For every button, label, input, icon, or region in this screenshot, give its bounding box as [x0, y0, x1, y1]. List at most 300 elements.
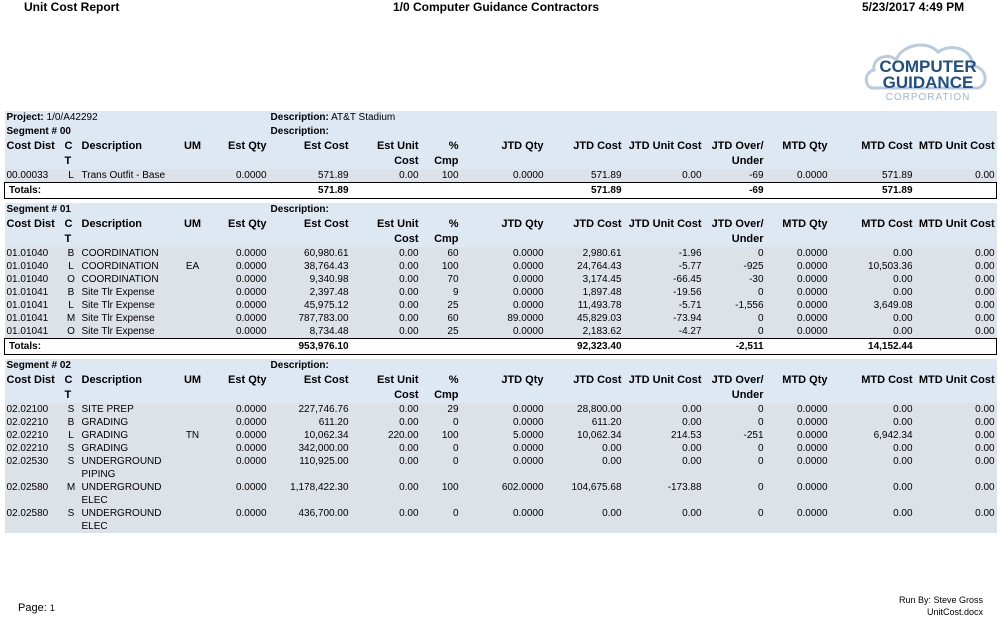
table-cell: 5.0000: [461, 429, 546, 442]
table-cell: 0.0000: [461, 299, 546, 312]
totals-empty: [766, 339, 830, 355]
table-cell: [172, 416, 214, 429]
table-cell: 60,980.61: [269, 247, 351, 260]
table-cell: 0: [421, 455, 461, 481]
table-row: [5, 299, 997, 312]
table-cell: 0.00: [351, 481, 421, 507]
table-cell: 70: [421, 273, 461, 286]
table-cell: 00.00033: [5, 169, 63, 183]
table-cell: 2,397.48: [269, 286, 351, 299]
table-cell: 0.00: [624, 416, 704, 429]
table-cell: 0.00: [915, 273, 997, 286]
table-cell: 0.00: [830, 442, 915, 455]
report-table: [4, 111, 997, 533]
table-cell: GRADING: [80, 429, 172, 442]
table-cell: Trans Outfit - Base: [80, 169, 172, 183]
table-cell: 24,764.43: [546, 260, 624, 273]
table-row: [5, 416, 997, 429]
table-cell: [172, 403, 214, 416]
column-header: MTD Cost: [830, 217, 915, 247]
table-cell: 0.0000: [766, 169, 830, 183]
table-cell: 0: [704, 416, 766, 429]
table-cell: 0.00: [830, 507, 915, 533]
table-cell: 8,734.48: [269, 325, 351, 339]
table-cell: 0.0000: [214, 442, 269, 455]
table-cell: 0.0000: [461, 403, 546, 416]
table-cell: [172, 455, 214, 481]
table-cell: 0.00: [915, 481, 997, 507]
table-cell: 0.00: [915, 507, 997, 533]
table-cell: COORDINATION: [80, 273, 172, 286]
table-cell: 02.02210: [5, 442, 63, 455]
table-cell: 02.02580: [5, 507, 63, 533]
table-cell: 571.89: [546, 169, 624, 183]
table-row: [5, 442, 997, 455]
table-cell: 0: [704, 442, 766, 455]
table-cell: 10,062.34: [269, 429, 351, 442]
table-cell: 0.00: [915, 286, 997, 299]
segment-label: Segment # 01: [5, 203, 269, 217]
table-cell: 220.00: [351, 429, 421, 442]
table-cell: 0.0000: [214, 403, 269, 416]
table-cell: B: [63, 247, 80, 260]
table-cell: 0.00: [351, 299, 421, 312]
segment-row: [5, 125, 997, 139]
column-header: C T: [63, 217, 80, 247]
column-header: Est Qty: [214, 373, 269, 403]
table-cell: UNDERGROUND ELEC: [80, 507, 172, 533]
table-cell: -251: [704, 429, 766, 442]
table-cell: 0.0000: [766, 403, 830, 416]
table-cell: 0.00: [915, 403, 997, 416]
totals-over-under: -2,511: [704, 339, 766, 355]
table-cell: 28,800.00: [546, 403, 624, 416]
table-cell: 0.0000: [214, 481, 269, 507]
table-cell: 0.00: [351, 260, 421, 273]
table-cell: [172, 507, 214, 533]
table-cell: 0.0000: [766, 247, 830, 260]
table-cell: 0.0000: [766, 507, 830, 533]
column-header: JTD Qty: [461, 373, 546, 403]
table-cell: 0: [704, 247, 766, 260]
table-cell: [172, 312, 214, 325]
table-cell: 0.0000: [214, 247, 269, 260]
table-cell: M: [63, 481, 80, 507]
column-header: MTD Unit Cost: [915, 217, 997, 247]
table-cell: 0.0000: [766, 299, 830, 312]
table-cell: 0.0000: [214, 273, 269, 286]
table-cell: 0.00: [351, 403, 421, 416]
table-cell: 214.53: [624, 429, 704, 442]
table-cell: 0.0000: [766, 286, 830, 299]
column-header: C T: [63, 139, 80, 169]
table-cell: 0.00: [830, 273, 915, 286]
column-header: JTD Unit Cost: [624, 217, 704, 247]
totals-empty: [461, 183, 546, 199]
table-cell: 602.0000: [461, 481, 546, 507]
table-row: [5, 247, 997, 260]
column-header: JTD Qty: [461, 139, 546, 169]
table-cell: TN: [172, 429, 214, 442]
table-cell: S: [63, 403, 80, 416]
segment-label: Segment # 00: [5, 125, 269, 139]
table-cell: 0: [704, 312, 766, 325]
table-cell: O: [63, 273, 80, 286]
table-cell: 342,000.00: [269, 442, 351, 455]
table-cell: 0.00: [351, 169, 421, 183]
table-cell: 0: [704, 455, 766, 481]
table-row: [5, 273, 997, 286]
table-cell: 10,503.36: [830, 260, 915, 273]
table-row: [5, 403, 997, 416]
table-cell: 611.20: [546, 416, 624, 429]
table-cell: [172, 273, 214, 286]
table-cell: 01.01041: [5, 312, 63, 325]
table-cell: [172, 286, 214, 299]
table-cell: 0.00: [624, 169, 704, 183]
table-cell: 0.00: [915, 260, 997, 273]
totals-empty: [461, 339, 546, 355]
table-cell: COORDINATION: [80, 260, 172, 273]
table-cell: 0.0000: [766, 429, 830, 442]
table-cell: 0.0000: [214, 299, 269, 312]
table-cell: -66.45: [624, 273, 704, 286]
table-cell: -4.27: [624, 325, 704, 339]
column-header: MTD Unit Cost: [915, 139, 997, 169]
table-cell: B: [63, 286, 80, 299]
table-cell: 0.0000: [766, 273, 830, 286]
table-cell: 0.0000: [214, 325, 269, 339]
table-cell: 02.02210: [5, 429, 63, 442]
segment-desc-label: Description:: [269, 359, 997, 373]
table-cell: L: [63, 429, 80, 442]
table-cell: 0: [421, 416, 461, 429]
table-cell: -1.96: [624, 247, 704, 260]
totals-empty: [915, 183, 997, 199]
table-cell: 0.0000: [766, 325, 830, 339]
table-cell: 0.00: [351, 507, 421, 533]
table-cell: [172, 247, 214, 260]
totals-mtd-cost: 14,152.44: [830, 339, 915, 355]
table-cell: 0.00: [915, 312, 997, 325]
column-header: UM: [172, 373, 214, 403]
table-cell: 0.00: [915, 442, 997, 455]
column-header: JTD Qty: [461, 217, 546, 247]
totals-empty: [766, 183, 830, 199]
table-cell: [172, 442, 214, 455]
table-cell: UNDERGROUND PIPING: [80, 455, 172, 481]
table-cell: UNDERGROUND ELEC: [80, 481, 172, 507]
project-cell: [5, 111, 269, 125]
table-cell: GRADING: [80, 442, 172, 455]
table-cell: -925: [704, 260, 766, 273]
table-cell: 0.00: [830, 247, 915, 260]
table-cell: 45,829.03: [546, 312, 624, 325]
table-cell: 0.0000: [461, 286, 546, 299]
table-cell: 10,062.34: [546, 429, 624, 442]
table-cell: 0.0000: [214, 260, 269, 273]
table-cell: 611.20: [269, 416, 351, 429]
table-cell: 0.00: [915, 325, 997, 339]
table-row: [5, 169, 997, 183]
table-cell: M: [63, 312, 80, 325]
logo-line1: COMPUTER: [879, 57, 977, 76]
table-cell: 02.02530: [5, 455, 63, 481]
table-cell: 89.0000: [461, 312, 546, 325]
table-cell: [172, 481, 214, 507]
column-header: JTD Over/ Under: [704, 217, 766, 247]
table-cell: 0.00: [915, 299, 997, 312]
table-cell: 571.89: [830, 169, 915, 183]
table-row: [5, 455, 997, 481]
table-cell: SITE PREP: [80, 403, 172, 416]
table-cell: Site Tlr Expense: [80, 299, 172, 312]
table-cell: 60: [421, 247, 461, 260]
table-cell: 9: [421, 286, 461, 299]
table-cell: 0.0000: [461, 247, 546, 260]
table-row: [5, 325, 997, 339]
column-header: MTD Cost: [830, 373, 915, 403]
totals-empty: [915, 339, 997, 355]
table-cell: 02.02580: [5, 481, 63, 507]
table-cell: 60: [421, 312, 461, 325]
project-desc-cell: [269, 111, 997, 125]
table-cell: 0: [704, 403, 766, 416]
table-cell: 0: [421, 442, 461, 455]
company-name: 1/0 Computer Guidance Contractors: [393, 0, 600, 14]
table-cell: 0.00: [546, 455, 624, 481]
table-cell: 0.00: [351, 455, 421, 481]
table-cell: 0.00: [546, 442, 624, 455]
table-cell: 0.00: [624, 442, 704, 455]
segment-label: Segment # 02: [5, 359, 269, 373]
segment-desc-label: Description:: [269, 203, 997, 217]
table-cell: 0: [421, 507, 461, 533]
page-label: Page:: [18, 602, 47, 614]
table-cell: 0.0000: [214, 416, 269, 429]
project-desc-value: AT&T Stadium: [331, 112, 396, 123]
table-cell: 0.00: [351, 286, 421, 299]
project-row: [5, 111, 997, 125]
column-header-row: [5, 217, 997, 247]
column-header: Est Cost: [269, 217, 351, 247]
column-header: Est Qty: [214, 139, 269, 169]
table-cell: 436,700.00: [269, 507, 351, 533]
column-header: Est Qty: [214, 217, 269, 247]
totals-label: Totals:: [5, 339, 269, 355]
totals-label: Totals:: [5, 183, 269, 199]
table-cell: 0.00: [830, 312, 915, 325]
totals-over-under: -69: [704, 183, 766, 199]
column-header: UM: [172, 139, 214, 169]
totals-est-cost: 953,976.10: [269, 339, 351, 355]
column-header: MTD Qty: [766, 217, 830, 247]
table-cell: 01.01040: [5, 260, 63, 273]
table-row: [5, 312, 997, 325]
table-cell: -173.88: [624, 481, 704, 507]
table-cell: 6,942.34: [830, 429, 915, 442]
table-cell: 0.00: [351, 325, 421, 339]
column-header-row: [5, 139, 997, 169]
report-title: Unit Cost Report: [24, 0, 120, 14]
column-header: Cost Dist: [5, 139, 63, 169]
table-cell: 0: [704, 481, 766, 507]
table-cell: 0.00: [915, 429, 997, 442]
table-cell: 0.00: [830, 416, 915, 429]
file-name: UnitCost.docx: [926, 607, 983, 617]
table-cell: 100: [421, 481, 461, 507]
table-cell: 0.0000: [461, 442, 546, 455]
column-header: Est Cost: [269, 139, 351, 169]
table-cell: 0.00: [830, 325, 915, 339]
table-cell: 25: [421, 299, 461, 312]
column-header: Description: [80, 373, 172, 403]
column-header: JTD Cost: [546, 373, 624, 403]
table-cell: 0.0000: [766, 455, 830, 481]
table-cell: 01.01040: [5, 273, 63, 286]
column-header: MTD Qty: [766, 139, 830, 169]
table-cell: 0.0000: [214, 312, 269, 325]
table-cell: EA: [172, 260, 214, 273]
table-cell: B: [63, 416, 80, 429]
table-cell: 25: [421, 325, 461, 339]
table-cell: 3,174.45: [546, 273, 624, 286]
column-header: % Cmp: [421, 373, 461, 403]
table-cell: 45,975.12: [269, 299, 351, 312]
table-cell: 100: [421, 169, 461, 183]
segment-row: [5, 203, 997, 217]
table-cell: S: [63, 455, 80, 481]
column-header: Est Cost: [269, 373, 351, 403]
table-cell: 1,897.48: [546, 286, 624, 299]
column-header: UM: [172, 217, 214, 247]
table-cell: 0.0000: [461, 273, 546, 286]
column-header: Est Unit Cost: [351, 373, 421, 403]
table-cell: 01.01040: [5, 247, 63, 260]
table-cell: 0: [704, 507, 766, 533]
table-cell: 0.00: [830, 403, 915, 416]
column-header: % Cmp: [421, 217, 461, 247]
table-cell: 9,340.98: [269, 273, 351, 286]
table-row: [5, 286, 997, 299]
page-indicator: [18, 602, 55, 614]
table-cell: [172, 299, 214, 312]
column-header: JTD Over/ Under: [704, 139, 766, 169]
table-cell: L: [63, 299, 80, 312]
table-cell: 0.0000: [214, 507, 269, 533]
table-cell: 571.89: [269, 169, 351, 183]
page-number: 1: [49, 603, 55, 613]
table-cell: S: [63, 507, 80, 533]
column-header-row: [5, 373, 997, 403]
table-cell: 0.0000: [461, 260, 546, 273]
totals-row: [5, 339, 997, 355]
column-header: MTD Cost: [830, 139, 915, 169]
table-row: [5, 507, 997, 533]
column-header: % Cmp: [421, 139, 461, 169]
table-cell: 0.0000: [766, 416, 830, 429]
table-cell: 0.0000: [461, 325, 546, 339]
table-cell: 0.00: [915, 169, 997, 183]
table-cell: 0.0000: [766, 442, 830, 455]
table-cell: -1,556: [704, 299, 766, 312]
table-row: [5, 429, 997, 442]
table-row: [5, 260, 997, 273]
table-cell: 0.00: [915, 455, 997, 481]
table-cell: 1,178,422.30: [269, 481, 351, 507]
totals-empty: [421, 183, 461, 199]
table-cell: 2,183.62: [546, 325, 624, 339]
column-header: Description: [80, 217, 172, 247]
column-header: Est Unit Cost: [351, 217, 421, 247]
logo-line2: GUIDANCE: [882, 73, 974, 92]
table-cell: 0.0000: [766, 481, 830, 507]
table-cell: 02.02210: [5, 416, 63, 429]
table-cell: 227,746.76: [269, 403, 351, 416]
project-desc-label: Description:: [270, 112, 329, 123]
table-cell: COORDINATION: [80, 247, 172, 260]
project-label: Project:: [6, 112, 44, 123]
table-cell: 104,675.68: [546, 481, 624, 507]
table-cell: 787,783.00: [269, 312, 351, 325]
table-cell: 0.00: [351, 312, 421, 325]
column-header: MTD Qty: [766, 373, 830, 403]
table-cell: 0.00: [351, 442, 421, 455]
column-header: Description: [80, 139, 172, 169]
table-cell: L: [63, 169, 80, 183]
unit-cost-report: [4, 111, 996, 533]
column-header: JTD Over/ Under: [704, 373, 766, 403]
table-cell: GRADING: [80, 416, 172, 429]
segment-desc-label: Description:: [269, 125, 997, 139]
table-cell: [172, 325, 214, 339]
table-cell: Site Tlr Expense: [80, 325, 172, 339]
company-logo: [862, 36, 992, 106]
table-cell: 0.0000: [766, 312, 830, 325]
table-cell: O: [63, 325, 80, 339]
table-cell: 01.01041: [5, 325, 63, 339]
totals-empty: [351, 183, 421, 199]
table-cell: 0.0000: [214, 169, 269, 183]
table-cell: 100: [421, 429, 461, 442]
segment-row: [5, 359, 997, 373]
column-header: JTD Unit Cost: [624, 139, 704, 169]
column-header: Cost Dist: [5, 217, 63, 247]
run-by: Run By: Steve Gross: [898, 595, 983, 605]
table-cell: 0: [704, 325, 766, 339]
table-cell: 01.01041: [5, 286, 63, 299]
project-value: 1/0/A42292: [46, 112, 98, 123]
table-cell: 0.0000: [461, 416, 546, 429]
table-cell: 0.00: [830, 286, 915, 299]
table-cell: Site Tlr Expense: [80, 286, 172, 299]
table-cell: -30: [704, 273, 766, 286]
column-header: Est Unit Cost: [351, 139, 421, 169]
table-cell: 11,493.78: [546, 299, 624, 312]
table-cell: [172, 169, 214, 183]
column-header: Cost Dist: [5, 373, 63, 403]
table-row: [5, 481, 997, 507]
report-header: [0, 0, 1000, 16]
column-header: MTD Unit Cost: [915, 373, 997, 403]
table-cell: 0.0000: [214, 455, 269, 481]
totals-est-cost: 571.89: [269, 183, 351, 199]
column-header: JTD Cost: [546, 139, 624, 169]
run-info: [899, 594, 983, 618]
table-cell: -19.56: [624, 286, 704, 299]
totals-row: [5, 183, 997, 199]
logo-line3: CORPORATION: [885, 92, 971, 103]
